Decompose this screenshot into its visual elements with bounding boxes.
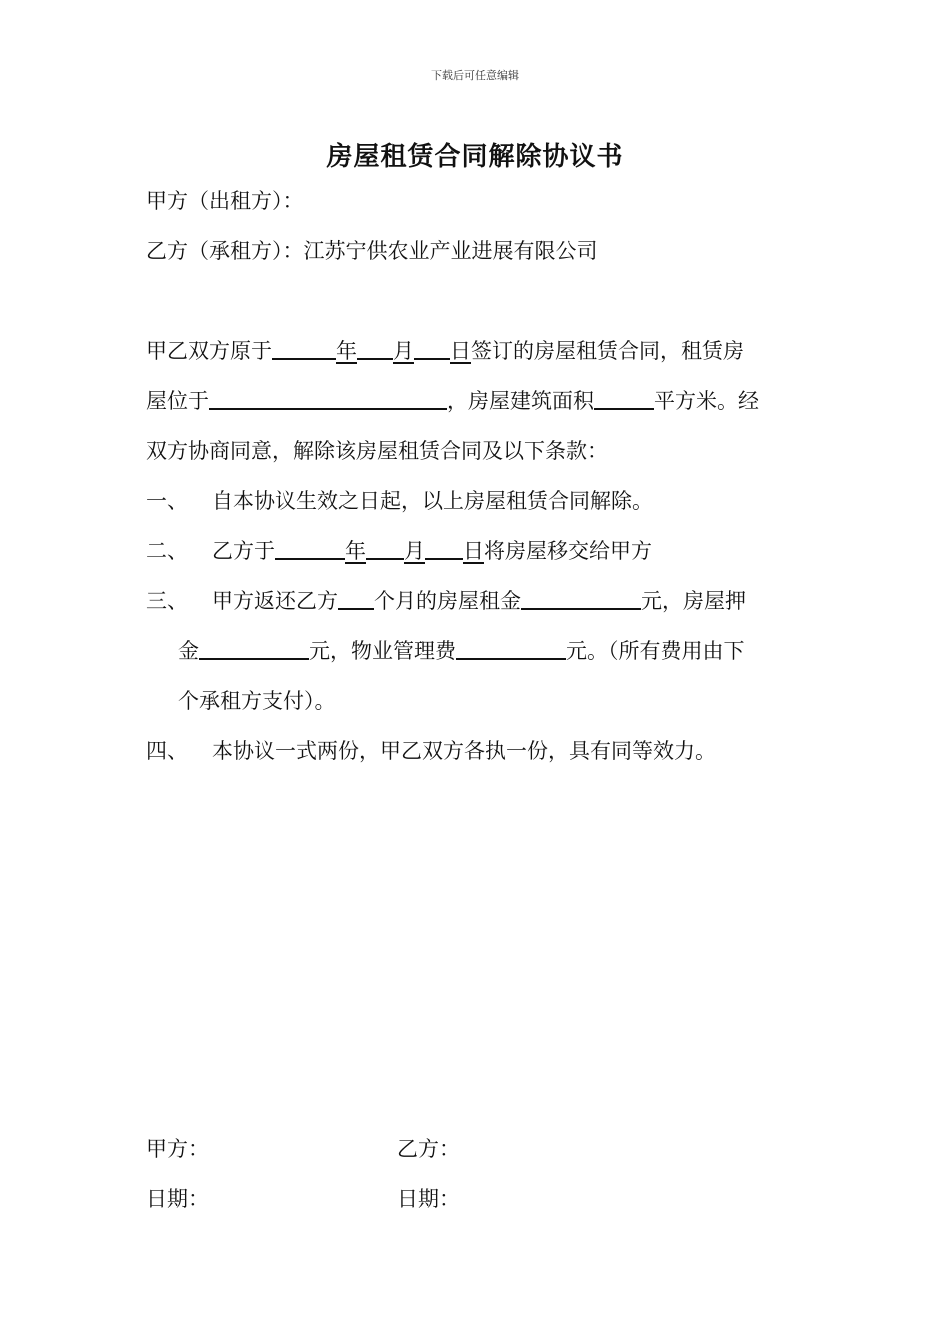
body-line-1 <box>146 336 744 366</box>
date-party-b: 日期： <box>397 1187 460 1211</box>
blank-line <box>272 336 336 360</box>
address-blank <box>209 386 447 410</box>
body-text: 屋位于 <box>146 389 209 413</box>
date-month-label: 月 <box>393 339 414 363</box>
clause-text: 元，房屋押 <box>641 589 746 613</box>
deposit-blank <box>199 636 309 660</box>
rent-blank <box>521 586 641 610</box>
body-text: 甲乙双方原于 <box>146 339 272 363</box>
blank-line <box>275 536 345 560</box>
date-day-label: 日 <box>450 339 471 363</box>
date-year-label: 年 <box>345 539 366 563</box>
clause-number: 一、 <box>146 489 188 513</box>
date-day-label: 日 <box>463 539 484 563</box>
clause-text: 个月的房屋租金 <box>374 589 521 613</box>
clause-2 <box>146 536 652 566</box>
document-title: 房屋租赁合同解除协议书 <box>326 142 624 172</box>
clause-4 <box>146 736 716 766</box>
area-blank <box>594 386 654 410</box>
clause-text: 乙方于 <box>212 539 275 563</box>
clause-number: 二、 <box>146 539 188 563</box>
body-line-3: 双方协商同意，解除该房屋租赁合同及以下条款： <box>146 439 608 463</box>
body-text: 签订的房屋租赁合同，租赁房 <box>471 339 744 363</box>
party-a-line: 甲方（出租方）： <box>146 189 304 213</box>
body-text: 平方米。经 <box>654 389 759 413</box>
clause-number: 三、 <box>146 589 188 613</box>
clause-text: 自本协议生效之日起，以上房屋租赁合同解除。 <box>212 489 653 513</box>
management-fee-blank <box>456 636 566 660</box>
clause-3-line-2 <box>178 636 745 666</box>
clause-text: 甲方返还乙方 <box>212 589 338 613</box>
clause-number: 四、 <box>146 739 188 763</box>
blank-line <box>357 336 393 360</box>
clause-3 <box>146 586 746 616</box>
signature-party-a: 甲方： <box>146 1137 209 1161</box>
blank-line <box>366 536 404 560</box>
clause-text: 金 <box>178 639 199 663</box>
body-line-2 <box>146 386 759 416</box>
blank-line <box>414 336 450 360</box>
body-text: ，房屋建筑面积 <box>447 389 594 413</box>
clause-1 <box>146 486 653 516</box>
date-year-label: 年 <box>336 339 357 363</box>
date-month-label: 月 <box>404 539 425 563</box>
clause-text: 本协议一式两份，甲乙双方各执一份，具有同等效力。 <box>212 739 716 763</box>
blank-line <box>425 536 463 560</box>
page-header: 下载后可任意编辑 <box>431 69 519 82</box>
months-blank <box>338 586 374 610</box>
clause-text: 元，物业管理费 <box>309 639 456 663</box>
clause-text: 将房屋移交给甲方 <box>484 539 652 563</box>
clause-3-line-3: 个承租方支付）。 <box>178 689 336 713</box>
party-b-line: 乙方（承租方）：江苏宁供农业产业进展有限公司 <box>146 239 598 263</box>
clause-text: 元。（所有费用由下 <box>566 639 745 663</box>
date-party-a: 日期： <box>146 1187 209 1211</box>
signature-party-b: 乙方： <box>397 1137 460 1161</box>
